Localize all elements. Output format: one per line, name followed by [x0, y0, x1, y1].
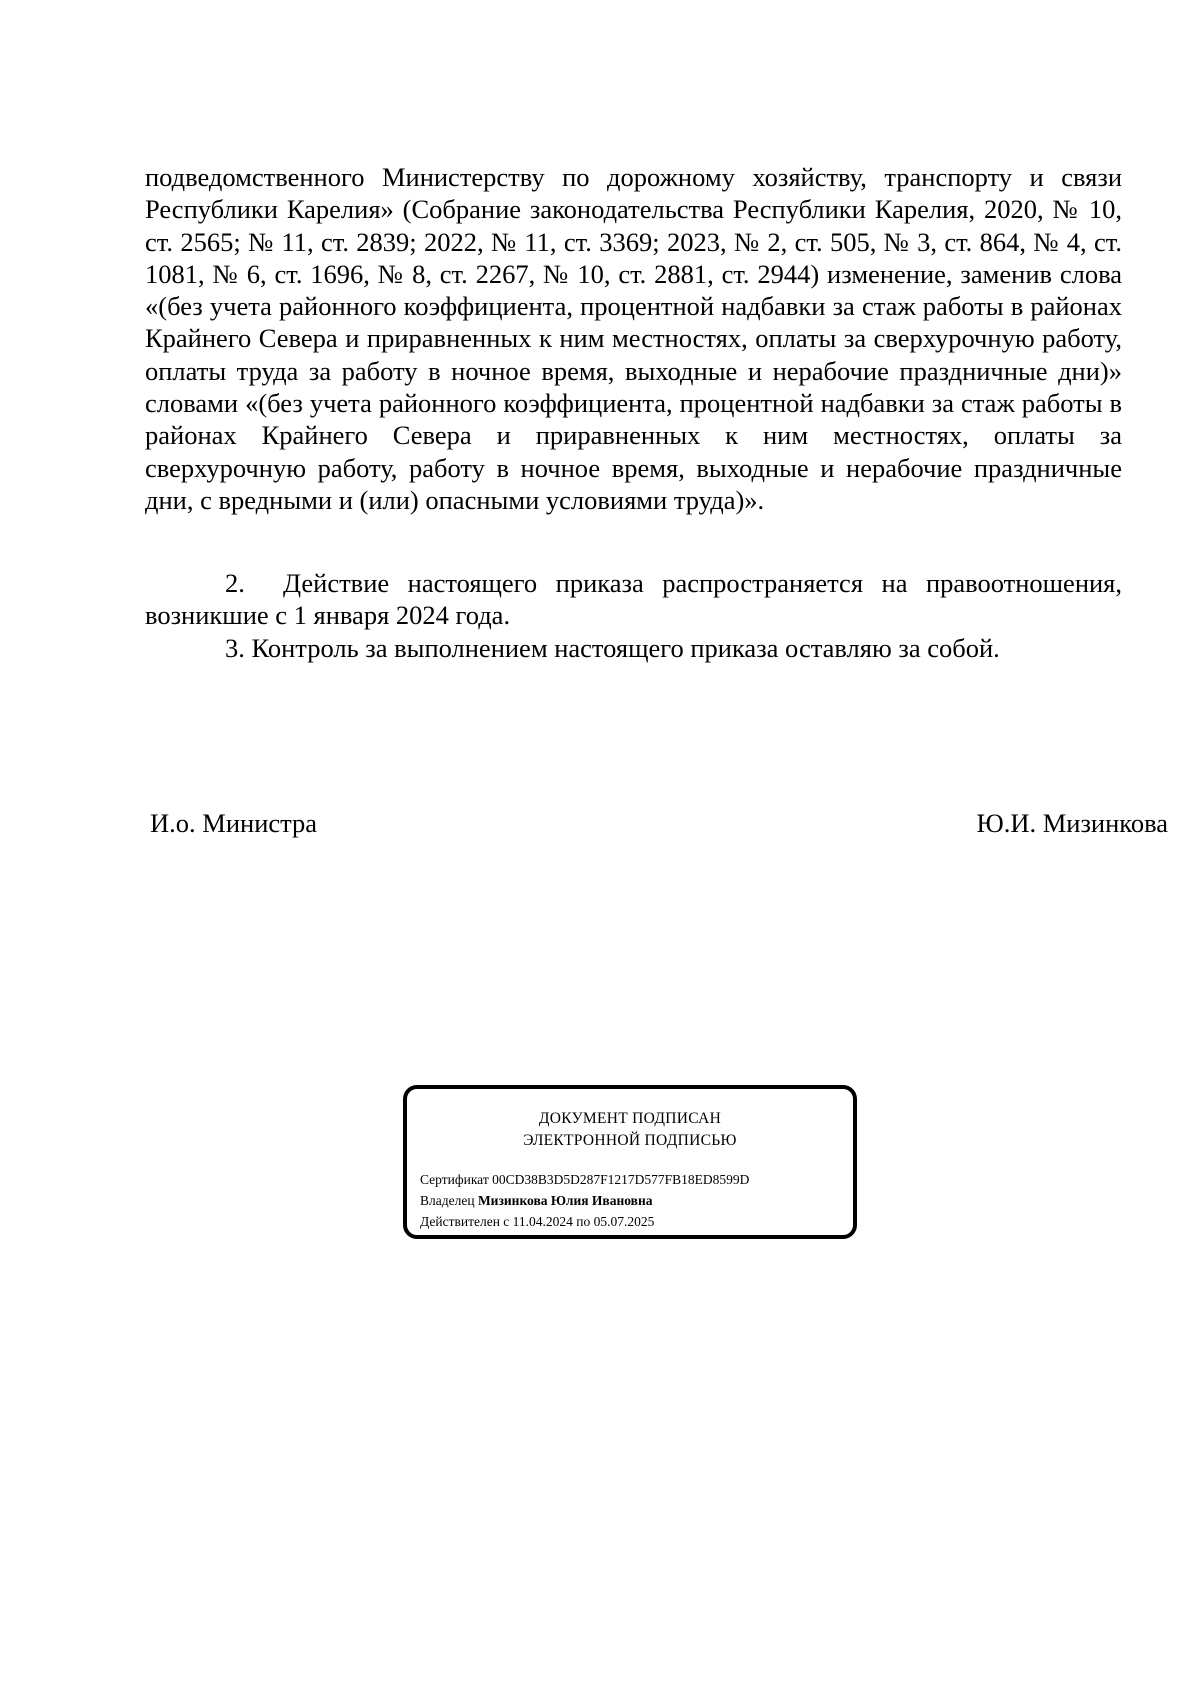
paragraph-2-number: 2.: [225, 568, 245, 598]
electronic-signature-stamp: [403, 1085, 857, 1239]
stamp-title-line-1: ДОКУМЕНТ ПОДПИСАН: [538, 1110, 722, 1127]
paragraph-1-text: подведомственного Министерству по дорожному хозяйству, транспорту и связи Республики Карелия» (Собрание законодательства Республики Карелия, 2020, № 10, ст. 2565; № 11, ст. 2839; 2022, № 11, ст. 3369; 2023, № 2, ст. 505, № 3, ст. 864, № 4, ст. 1081, № 6, ст. 1696, № 8, ст. 2267, № 10, ст. 2881, ст. 2944) изменение, заменив слова «(без учета районного коэффициента, процентной надбавки за стаж работы в районах Крайнего Севера и приравненных к ним местностях, оплаты за сверхурочную работу, оплаты труда за работу в ночное время, выходные и нерабочие праздничные дни)» словами «(без учета районного коэффициента, процентной надбавки за стаж работы в районах Крайнего Севера и приравненных к ним местностях, оплаты за сверхурочную работу, работу в ночное время, выходные и нерабочие праздничные дни, с вредными и (или) опасными условиями труда)».: [145, 162, 1122, 515]
signature-block: [150, 807, 1168, 839]
body-paragraph-3: [145, 632, 1122, 664]
stamp-valid-to: 05.07.2025: [593, 1214, 655, 1229]
stamp-title-line-2: ЭЛЕКТРОННОЙ ПОДПИСЬЮ: [523, 1132, 737, 1149]
signatory-name: Ю.И. Мизинкова: [976, 808, 1168, 838]
paragraph-2-text: Действие настоящего приказа распространяется на правоотношения, возникшие с 1 января 2024 года.: [145, 568, 1122, 631]
body-paragraph-1: [145, 161, 1122, 516]
stamp-validity-row: [420, 1211, 749, 1232]
stamp-details: [420, 1169, 749, 1232]
stamp-certificate-row: [420, 1169, 749, 1190]
stamp-owner-value: Мизинкова Юлия Ивановна: [477, 1193, 653, 1208]
stamp-owner-label: Владелец: [420, 1193, 475, 1208]
body-paragraph-2: [145, 567, 1122, 632]
stamp-valid-from: 11.04.2024: [512, 1214, 573, 1229]
stamp-certificate-value: 00CD38B3D5D287F1217D577FB18ED8599D: [492, 1172, 750, 1187]
stamp-certificate-label: Сертификат: [420, 1172, 489, 1187]
paragraph-3-text: 3. Контроль за выполнением настоящего приказа оставляю за собой.: [225, 633, 1000, 663]
stamp-valid-label: Действителен с: [420, 1214, 510, 1229]
stamp-owner-row: [420, 1190, 749, 1211]
stamp-valid-to-label: по: [576, 1214, 591, 1229]
signatory-position: И.о. Министра: [150, 808, 318, 838]
stamp-title: [407, 1108, 853, 1152]
